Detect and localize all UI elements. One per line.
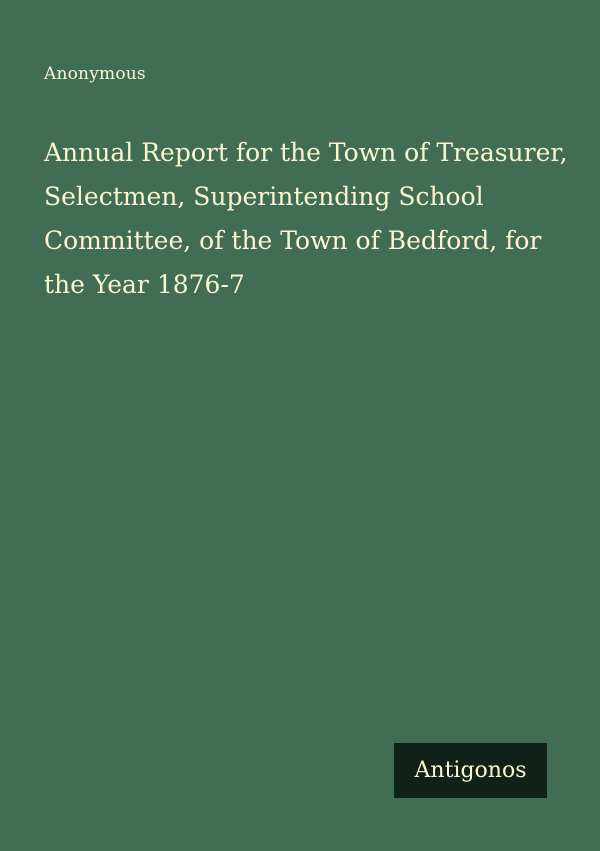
publisher-badge	[394, 743, 547, 798]
publisher-name: Antigonos	[414, 758, 527, 783]
author-name: Anonymous	[44, 64, 146, 84]
book-title: Annual Report for the Town of Treasurer, Selectmen, Superintending School Committee, of the Town of Bedford, for the Year 1876-7	[44, 138, 568, 299]
